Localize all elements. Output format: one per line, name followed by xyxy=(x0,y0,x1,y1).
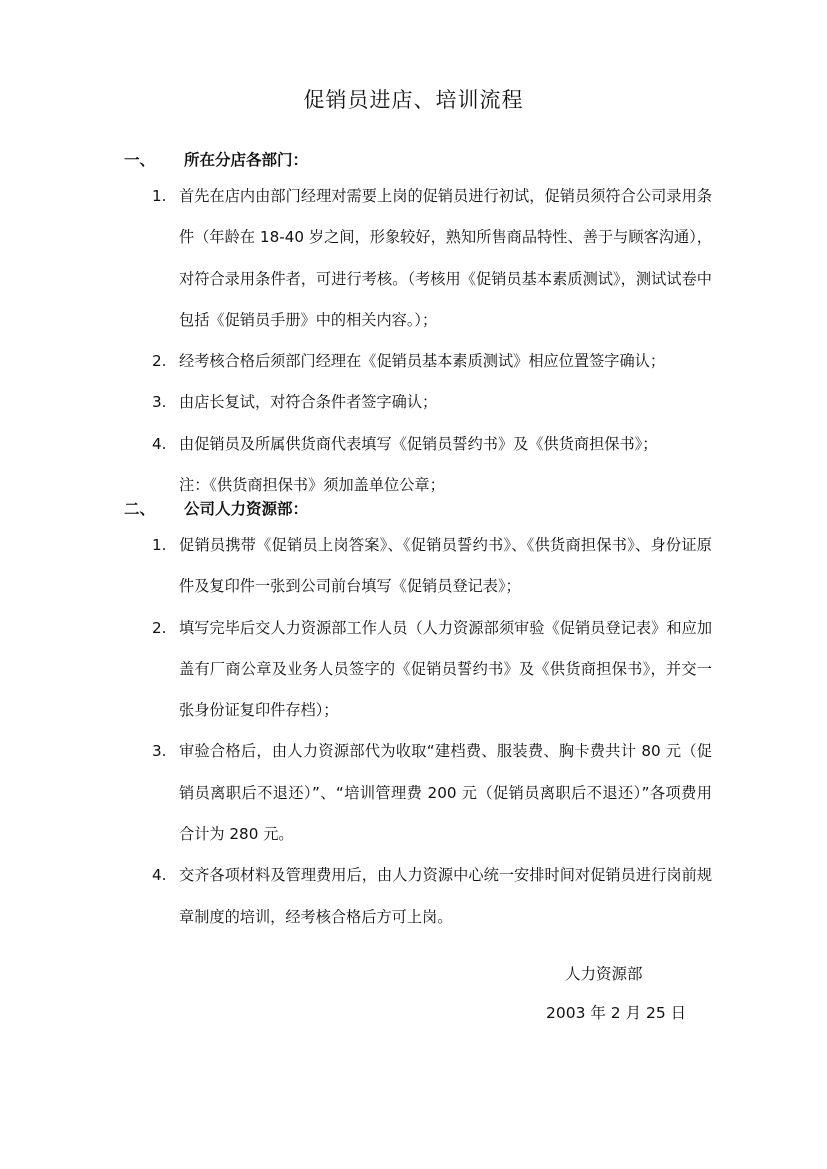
list-item xyxy=(152,382,712,423)
list-item xyxy=(152,608,712,732)
section-number: 一、 xyxy=(124,151,156,169)
list-item xyxy=(152,525,712,608)
item-number: 1. xyxy=(152,536,167,554)
section-number: 二、 xyxy=(124,500,156,518)
item-number: 2. xyxy=(152,352,167,371)
list-item xyxy=(152,424,712,507)
item-number: 3. xyxy=(152,742,167,761)
item-text: 由促销员及所属供货商代表填写《促销员誓约书》及《供货商担保书》； xyxy=(179,434,658,453)
item-number: 1. xyxy=(152,187,167,205)
item-text: 填写完毕后交人力资源部工作人员（人力资源部须审验《促销员登记表》和应加盖有厂商公章及业务人员签字的《促销员誓约书》及《供货商担保书》，并交一张身份证复印件存档）； xyxy=(179,618,712,720)
signature-department: 人力资源部 xyxy=(565,965,643,983)
item-number: 3. xyxy=(152,393,167,412)
item-text: 经考核合格后须部门经理在《促销员基本素质测试》相应位置签字确认； xyxy=(179,352,665,371)
item-number: 2. xyxy=(152,618,167,637)
signature-date: 2003 年 2 月 25 日 xyxy=(546,1004,687,1022)
item-text: 促销员携带《促销员上岗答案》、《促销员誓约书》、《供货商担保书》、身份证原件及复印件一张到公司前台填写《促销员登记表》； xyxy=(179,536,712,596)
item-text: 由店长复试，对符合条件者签字确认； xyxy=(179,393,438,412)
section-title: 所在分店各部门： xyxy=(184,151,309,169)
list-item xyxy=(152,855,712,938)
section-heading-2 xyxy=(124,497,308,519)
item-number: 4. xyxy=(152,434,167,453)
item-note: 注：《供货商担保书》须加盖单位公章； xyxy=(179,476,445,495)
section-title: 公司人力资源部： xyxy=(184,500,309,518)
section-heading-1 xyxy=(124,148,308,170)
item-text: 交齐各项材料及管理费用后，由人力资源中心统一安排时间对促销员进行岗前规章制度的培训，经考核合格后方可上岗。 xyxy=(179,866,712,926)
page-title: 促销员进店、培训流程 xyxy=(303,88,524,112)
list-item xyxy=(152,731,712,855)
list-item xyxy=(152,341,712,382)
section-2-list xyxy=(152,525,712,938)
item-text: 首先在店内由部门经理对需要上岗的促销员进行初试，促销员须符合公司录用条件（年龄在 18-40 岁之间，形象较好，熟知所售商品特性、善于与顾客沟通），对符合录用条件者，可进行考核。（考核用《促销员基本素质测试》，测试试卷中包括《促销员手册》中的相关内容。）； xyxy=(179,187,712,329)
list-item xyxy=(152,176,712,341)
section-1-list xyxy=(152,176,712,506)
item-number: 4. xyxy=(152,866,167,885)
item-text: 审验合格后，由人力资源部代为收取“建档费、服装费、胸卡费共计 80 元（促销员离职后不退还）”、“培训管理费 200 元（促销员离职后不退还）”各项费用合计为 280 元。 xyxy=(179,742,712,844)
